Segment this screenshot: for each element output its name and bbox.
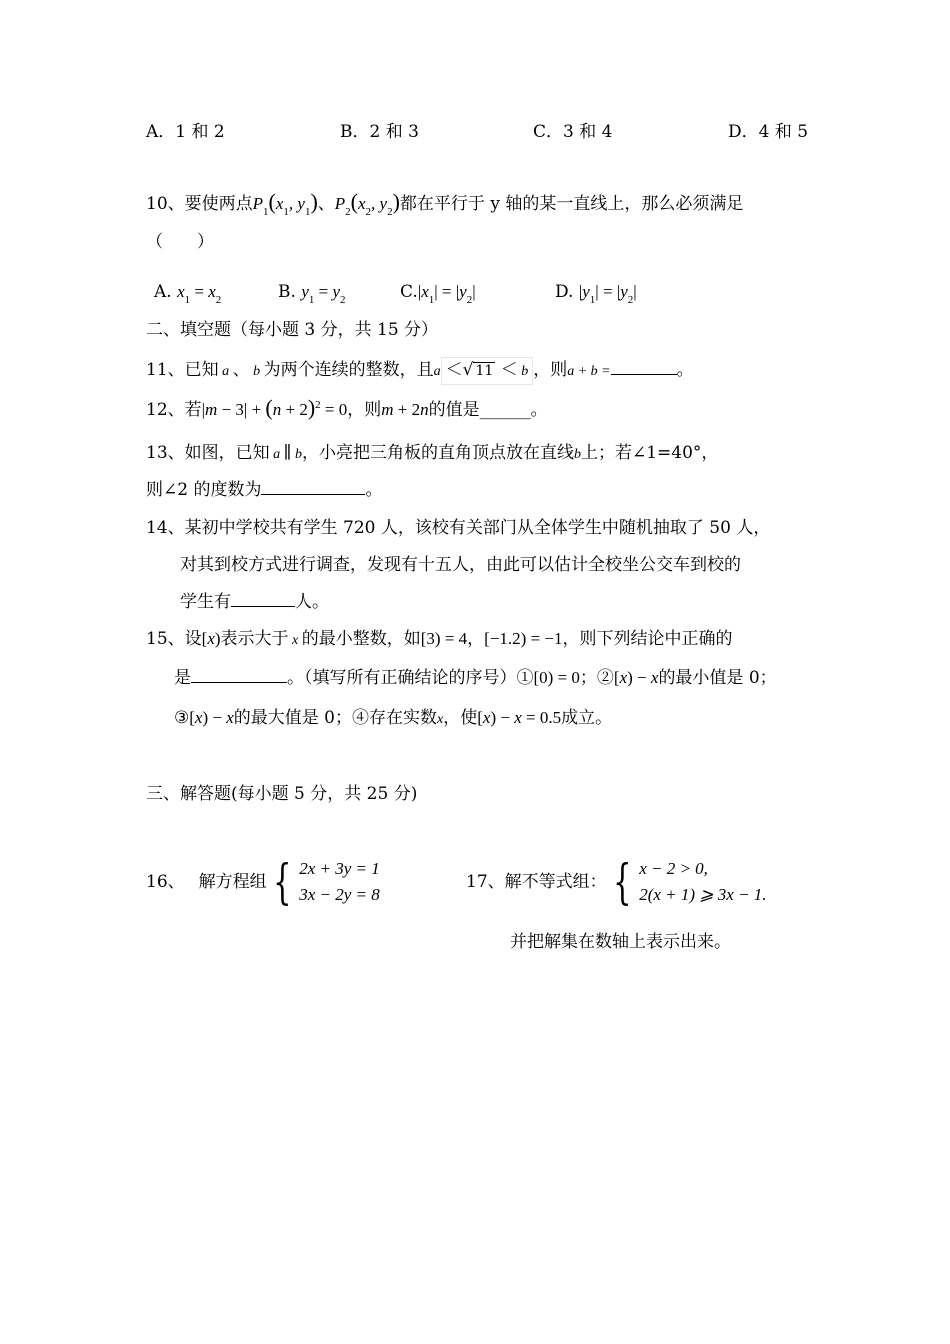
q15-answer-blank[interactable] (191, 666, 287, 683)
q10-suffix: 都在平行于 y 轴的某一直线上，那么必须满足 (399, 194, 744, 214)
q9-option-b: B．2 和 3 (340, 122, 419, 142)
q10-prefix: 10、要使两点 (146, 194, 253, 214)
q16-eq2: 3x − 2y = 8 (299, 885, 380, 904)
point-p1: $P_1(x_1$, $y_1$) (252, 189, 318, 218)
q10-option-b: B. $y_1 = y_2$ (278, 282, 346, 306)
q17-ineq1: x − 2 > 0, (639, 859, 708, 878)
q9-option-a: A．1 和 2 (146, 122, 225, 142)
q9-option-c: C．3 和 4 (533, 122, 613, 142)
q17-note: 并把解集在数轴上表示出来。 (510, 932, 731, 952)
q11-answer-blank[interactable] (611, 358, 677, 375)
point-p2: $P_2(x_2$, $y_2$) (334, 189, 400, 218)
q17-ineq2: 2(x + 1) ⩾ 3x − 1. (639, 885, 767, 904)
question-13-line2: 则∠2 的度数为 。 (146, 480, 383, 500)
question-12: 12、若$|m - 3| + (n + 2)^2 = 0$，则m + 2n的值是______。 (146, 395, 548, 420)
q13-answer-blank[interactable] (261, 478, 365, 495)
q9-option-d: D．4 和 5 (728, 122, 809, 142)
section-3-heading: 三、解答题(每小题 5 分，共 25 分) (146, 784, 418, 804)
q16-eq1: 2x + 3y = 1 (299, 859, 380, 878)
q10-option-a: A. $x_1 = x_2$ (154, 282, 222, 306)
q16-equation-system: { 2x + 3y = 1 3x − 2y = 8 (272, 854, 380, 910)
q16-text: 解方程组 (198, 872, 267, 892)
q17-label: 17、解不等式组： (466, 872, 607, 892)
q10-sep: 、 (317, 194, 335, 214)
question-13-line1: 13、如图，已知 a ∥ b，小亮把三角板的直角顶点放在直线b上；若∠1=40°， (146, 443, 719, 463)
question-14-line3: 学生有 人。 (180, 592, 329, 612)
q16-label: 16、 (146, 872, 185, 892)
q10-paren: （ ） (146, 232, 214, 252)
question-15-line3: ③[x) − x的最大值是 0；④存在实数x，使[x) − x = 0.5成立。 (174, 708, 613, 728)
question-15-line1: 15、设[x)表示大于 x 的最小整数，如[3) = 4，[−1.2) = −1，则下列结论中正确的 (146, 629, 733, 649)
question-11: 11、已知 a 、 b 为两个连续的整数，且a ＜√ 11 ＜ b ，则a + b = 。 (146, 357, 694, 385)
question-14-line1: 14、某初中学校共有学生 720 人，该校有关部门从全体学生中随机抽取了 50 人， (146, 518, 771, 538)
q17-inequality-system: { x − 2 > 0, 2(x + 1) ⩾ 3x − 1. (612, 854, 767, 910)
q10-option-d: D. $|y_1| = |y_2|$ (555, 282, 637, 306)
question-10 (146, 190, 743, 218)
question-16 (146, 856, 380, 908)
q14-answer-blank[interactable] (231, 590, 295, 607)
question-15-line2: 是 。（填写所有正确结论的序号）①[0) = 0；②[x) − x的最小值是 0； (174, 668, 777, 688)
section-2-heading: 二、填空题（每小题 3 分，共 15 分） (146, 320, 439, 340)
sqrt-expression: ＜√ 11 ＜ b (441, 357, 534, 385)
q10-option-c: $C.|x_1| = |y_2|$ (400, 282, 476, 306)
question-17 (466, 856, 767, 908)
question-14-line2: 对其到校方式进行调查，发现有十五人，由此可以估计全校坐公交车到校的 (180, 555, 741, 575)
